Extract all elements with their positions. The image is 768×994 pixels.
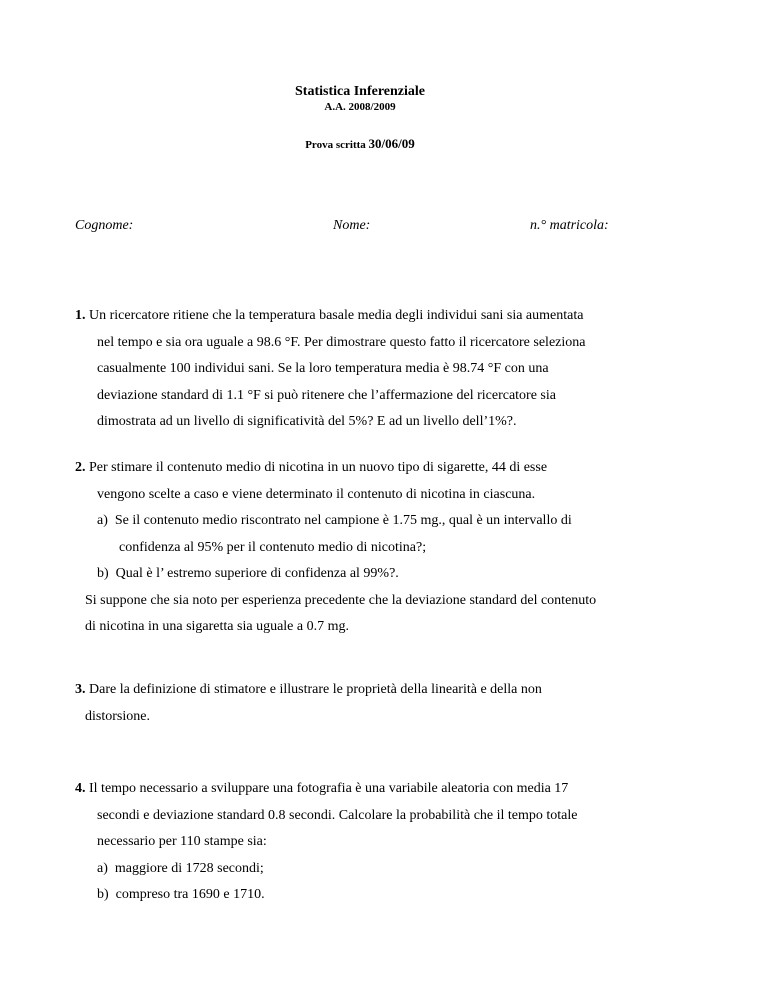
sub-item-text: confidenza al 95% per il contenuto medio di nicotina?; (119, 539, 427, 555)
student-id-field-label: n.° matricola: (530, 218, 609, 233)
question-text-line: secondi e deviazione standard 0.8 secondi. Calcolare la probabilità che il tempo totale (97, 807, 578, 823)
sub-item-text: compreso tra 1690 e 1710. (115, 887, 265, 902)
question-number: 4. (75, 781, 86, 796)
question-number: 1. (75, 308, 86, 323)
question-text-line: deviazione standard di 1.1 °F si può ritenere che l’affermazione del ricercatore sia (97, 387, 556, 403)
exam-date: 30/06/09 (368, 136, 415, 151)
sub-item-a (75, 508, 657, 535)
sub-item-a (75, 856, 657, 883)
note-line: di nicotina in una sigaretta sia uguale a 0.7 mg. (85, 619, 349, 634)
question-number: 3. (75, 682, 86, 697)
question-text-line: vengono scelte a caso e viene determinato il contenuto di nicotina in ciascuna. (97, 486, 536, 502)
sub-item-label: a) (97, 860, 108, 876)
sub-item-text: Se il contenuto medio riscontrato nel campione è 1.75 mg., qual è un intervallo di (114, 513, 572, 528)
sub-item-text: maggiore di 1728 secondi; (114, 860, 264, 876)
exam-line (0, 136, 720, 152)
sub-item-b (75, 882, 657, 909)
question-1 (75, 303, 657, 436)
academic-year: A.A. 2008/2009 (324, 101, 396, 113)
question-text-line: casualmente 100 individui sani. Se la loro temperatura media è 98.74 °F con una (97, 361, 549, 376)
question-2 (75, 455, 657, 641)
question-4 (75, 776, 657, 909)
sub-item-label: b) (97, 566, 109, 581)
question-text-line: Il tempo necessario a sviluppare una fotografia è una variabile aleatoria con media 17 (89, 781, 569, 796)
name-field-label: Nome: (333, 218, 371, 233)
sub-item-label: b) (97, 887, 109, 902)
sub-item-text: Qual è l’ estremo superiore di confidenza al 99%?. (115, 566, 399, 581)
sub-item-b (75, 561, 657, 588)
sub-item-label: a) (97, 513, 108, 528)
question-text-line: dimostrata ad un livello di significatività del 5%? E ad un livello dell’1%?. (97, 414, 517, 429)
note-line: Si suppone che sia noto per esperienza precedente che la deviazione standard del contenuto (85, 592, 597, 608)
surname-field-label: Cognome: (75, 218, 134, 233)
question-text-line: Per stimare il contenuto medio di nicotina in un nuovo tipo di sigarette, 44 di esse (89, 460, 548, 475)
question-text-line: nel tempo e sia ora uguale a 98.6 °F. Per dimostrare questo fatto il ricercatore seleziona (97, 334, 586, 350)
question-number: 2. (75, 460, 86, 475)
exam-label: Prova scritta (305, 139, 366, 151)
question-text-line: Dare la definizione di stimatore e illustrare le proprietà della linearità e della non (89, 682, 542, 697)
question-text-line: distorsione. (85, 708, 150, 724)
question-3 (75, 677, 657, 730)
question-text-line: Un ricercatore ritiene che la temperatura basale media degli individui sani sia aumentata (89, 308, 584, 323)
document-title: Statistica Inferenziale (295, 84, 425, 99)
question-text-line: necessario per 110 stampe sia: (97, 834, 267, 849)
